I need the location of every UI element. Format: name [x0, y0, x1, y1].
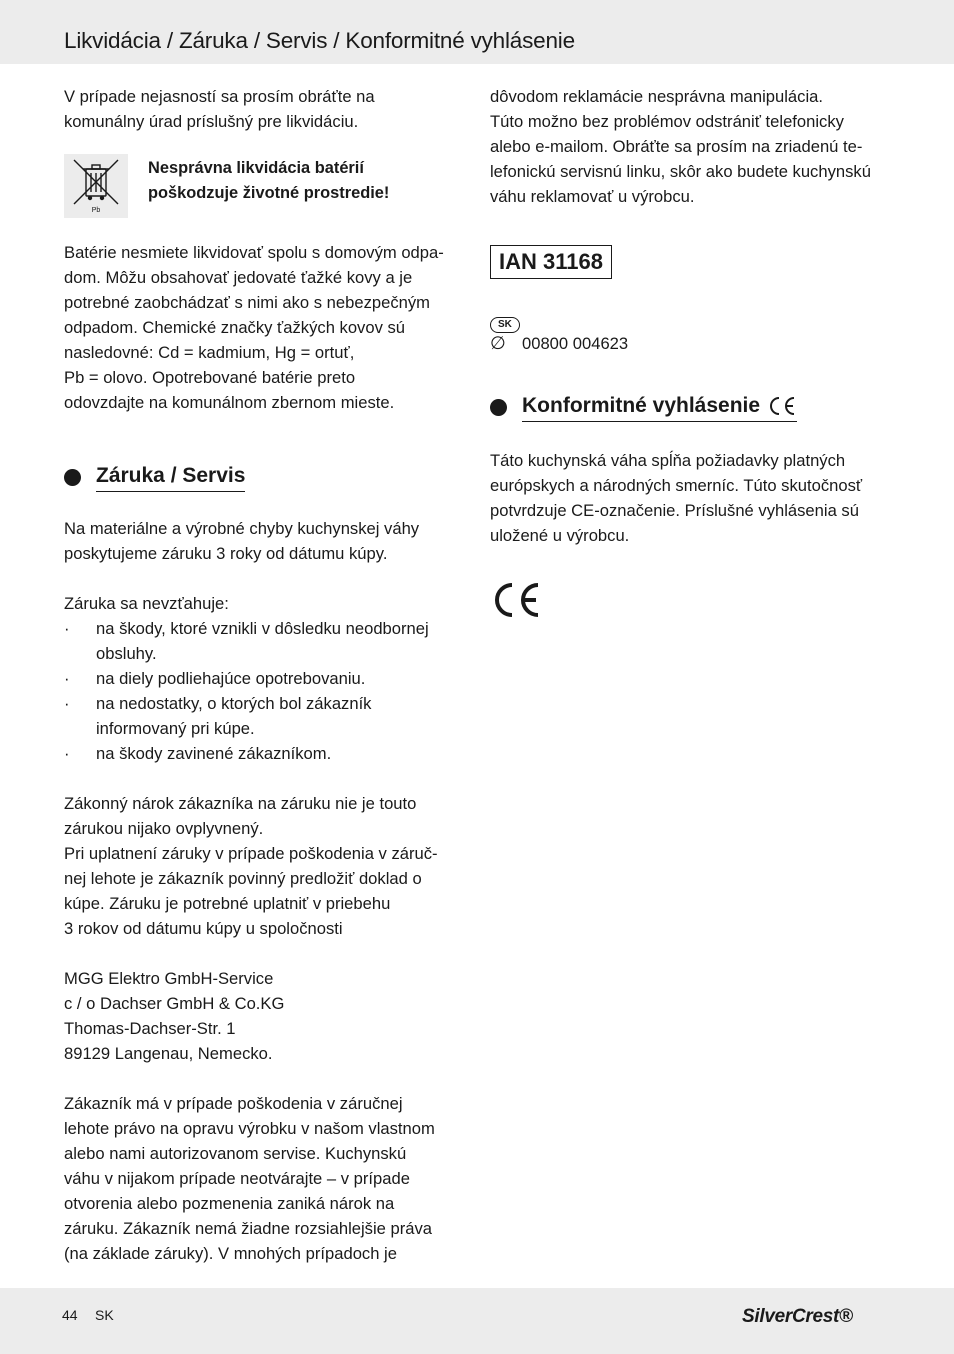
repair-paragraph [64, 1091, 464, 1266]
brand-logo: SilverCrest® [742, 1306, 853, 1327]
list-marker: · [64, 694, 70, 713]
exclusions-heading: Záruka sa nevzťahuje: [64, 594, 229, 613]
list-marker: · [64, 669, 70, 688]
text-line: Na materiálne a výrobné chyby kuchynskej váhy [64, 519, 420, 538]
text-line: 3 rokov od dátumu kúpy u spoločnosti [64, 919, 343, 938]
battery-warning [64, 154, 464, 218]
text-line: záruku. Zákazník nemá žiadne rozsiahlejšie práva [64, 1219, 433, 1238]
text-line: uložené u výrobcu. [490, 526, 630, 545]
section-title: Záruka / Servis [96, 463, 245, 492]
text-line: nasledovné: Cd = kadmium, Hg = ortuť, [64, 343, 355, 362]
ce-mark-icon [767, 395, 797, 417]
list-item: · na diely podliehajúce opotrebovaniu. [64, 666, 464, 691]
intro-paragraph [64, 84, 464, 134]
text-line: otvorenia alebo pozmenenia zaniká nárok na [64, 1194, 395, 1213]
continued-paragraph [490, 84, 890, 209]
text-line: odpadom. Chemické značky ťažkých kovov sú [64, 318, 406, 337]
page-header [0, 0, 954, 64]
text-line: V prípade nejasností sa prosím obráťte na [64, 87, 375, 106]
text-line: Zákonný nárok zákazníka na záruku nie je touto [64, 794, 417, 813]
list-marker: · [64, 619, 70, 638]
battery-paragraph [64, 240, 464, 415]
text-line: Pb = olovo. Opotrebované batérie preto [64, 368, 356, 387]
phone-symbol-icon: ∅ [490, 333, 506, 353]
right-column [490, 84, 890, 627]
list-item: · na škody, ktoré vznikli v dôsledku neodbornej obsluhy. [64, 616, 464, 666]
address-line: MGG Elektro GmbH-Service [64, 969, 274, 988]
address-line: 89129 Langenau, Nemecko. [64, 1044, 273, 1063]
page-language: SK [95, 1307, 114, 1323]
bullet-icon [64, 469, 81, 486]
hotline-number: 00800 004623 [522, 334, 629, 353]
list-item: · na nedostatky, o ktorých bol zákazník informovaný pri kúpe. [64, 691, 464, 741]
ian-number: IAN 31168 [490, 245, 612, 279]
left-column [64, 84, 464, 1266]
list-item: · na škody zavinené zákazníkom. [64, 741, 464, 766]
text-line: lehote právo na opravu výrobku v našom vlastnom [64, 1119, 435, 1138]
text-line: alebo e-mailom. Obráťte sa prosím na zriadenú te- [490, 137, 863, 156]
text-line: Túto možno bez problémov odstrániť telefonicky [490, 112, 844, 131]
address-line: Thomas-Dachser-Str. 1 [64, 1019, 236, 1038]
text-line: váhu v nijakom prípade neotvárajte – v prípade [64, 1169, 410, 1188]
text-line: potrebné zaobchádzať s nimi ako s nebezpečným [64, 293, 430, 312]
page-footer [0, 1288, 954, 1354]
text-line: dom. Môžu obsahovať jedovaté ťažké kovy a je [64, 268, 413, 287]
country-row [490, 309, 890, 330]
text-line: zárukou nijako ovplyvnený. [64, 819, 264, 838]
text-line: poskytujeme záruku 3 roky od dátumu kúpy. [64, 544, 388, 563]
text-line: európskych a národných smerníc. Túto skutočnosť [490, 476, 863, 495]
text-line: nej lehote je zákazník povinný predložiť doklad o [64, 869, 422, 888]
text-line: Nesprávna likvidácia batérií [148, 159, 364, 177]
text-line: Batérie nesmiete likvidovať spolu s domovým odpa- [64, 243, 444, 262]
text-line: kúpe. Záruku je potrebné uplatniť v priebehu [64, 894, 391, 913]
text-line: Zákazník má v prípade poškodenia v záručnej [64, 1094, 403, 1113]
text-line: komunálny úrad príslušný pre likvidáciu. [64, 112, 359, 131]
country-badge: SK [490, 317, 520, 333]
text-line: potvrdzuje CE-označenie. Príslušné vyhlásenia sú [490, 501, 859, 520]
text-line: poškodzuje životné prostredie! [148, 184, 390, 202]
text-line: váhu reklamovať u výrobcu. [490, 187, 695, 206]
warning-text [148, 156, 389, 206]
warranty-heading [64, 463, 464, 492]
bullet-icon [490, 399, 507, 416]
warranty-intro [64, 516, 464, 566]
text-line: dôvodom reklamácie nesprávna manipulácia. [490, 87, 823, 106]
text-line: Pri uplatnení záruky v prípade poškodenia v záruč- [64, 844, 438, 863]
page-title: Likvidácia / Záruka / Servis / Konformitné vyhlásenie [64, 28, 575, 53]
address-line: c / o Dachser GmbH & Co.KG [64, 994, 285, 1013]
pb-label: Pb [91, 207, 101, 214]
exclusions-list [64, 616, 464, 766]
conformity-heading [490, 393, 890, 422]
hotline-row [490, 331, 890, 356]
section-title: Konformitné vyhlásenie [522, 393, 797, 422]
page-number: 44 [62, 1307, 78, 1323]
text-line: lefonickú servisnú linku, skôr ako budete kuchynskú [490, 162, 871, 181]
ce-mark-icon [490, 580, 890, 627]
text-line: Táto kuchynská váha spĺňa požiadavky platných [490, 451, 846, 470]
conformity-paragraph [490, 448, 890, 548]
ian-block [490, 245, 890, 279]
text-line: alebo nami autorizovanom servise. Kuchynskú [64, 1144, 407, 1163]
text-line: odovzdajte na komunálnom zbernom mieste. [64, 393, 395, 412]
list-marker: · [64, 744, 70, 763]
crossed-bin-icon [64, 154, 128, 218]
service-address [64, 966, 464, 1066]
legal-paragraph [64, 791, 464, 941]
text-line: (na základe záruky). V mnohých prípadoch je [64, 1244, 397, 1263]
